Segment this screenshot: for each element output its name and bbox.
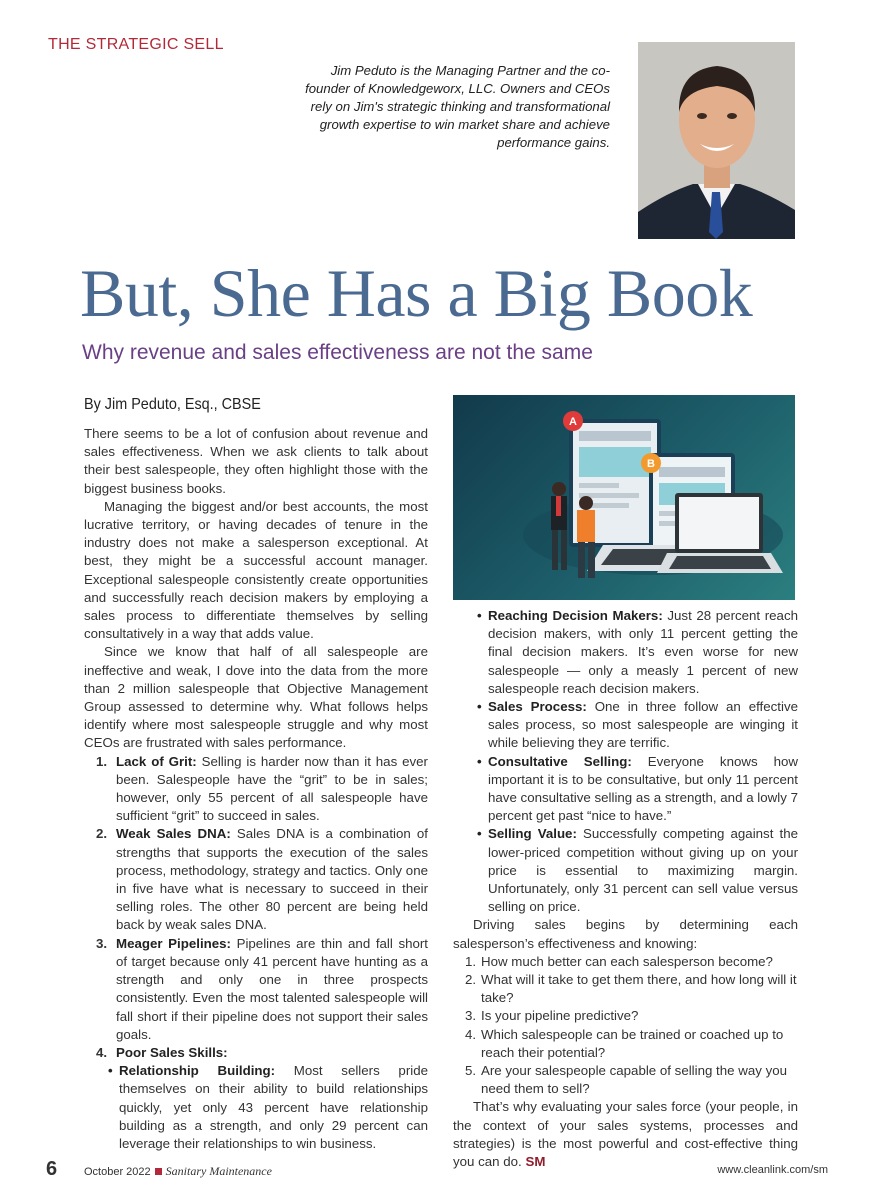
question-item: [453, 971, 798, 1007]
skill-label: Consultative Selling:: [488, 753, 632, 769]
intro-paragraph: Managing the biggest and/or best accounts, the most lucrative territory, or having decades of tenure in the industry does not make a salesperson exceptional. At best, they might be a successful account manager. Exceptional salespeople consistently create opportunities and successfully reach decision makers by employing a sales process to differentiate themselves by selling consultatively in a way that adds value.: [84, 498, 428, 642]
reason-item: [84, 825, 428, 934]
question-text: Which salespeople can be trained or coached up to reach their potential?: [481, 1026, 784, 1060]
skill-text: Just 28 percent reach decision makers, with only 11 percent getting the final decision makers. It’s even worse for new salespeople — only a measly 1 percent of new salespeople reach decision makers.: [488, 608, 798, 696]
skill-item: [453, 698, 798, 753]
question-number: 4.: [465, 1026, 477, 1042]
skills-list-continued: [453, 607, 798, 916]
intro-paragraph: Since we know that half of all salespeople are ineffective and weak, I dove into the data from the more than 2 million salespeople that Objective Management Group assessed to determine why. What follows helps identify where most salespeople struggle and why most CEOs are frustrated with sales performance.: [84, 644, 428, 751]
driving-paragraph: Driving sales begins by determining each salesperson’s effectiveness and knowing:: [453, 917, 798, 951]
article-subtitle: Why revenue and sales effectiveness are not the same: [82, 341, 593, 364]
reason-text: Pipelines are thin and fall short of target because only 41 percent have hunting as a strength and only one in three prospects consistently. Even the most talented salespeople will fall short if their pipeline does not support their sales goals.: [116, 935, 429, 1042]
skill-label: Selling Value:: [488, 826, 577, 842]
reason-text: Sales DNA is a combination of strengths that supports the execution of the sales process, methodology, strategy and tactics. Only one in five have what is necessary to succeed in their selling roles. The other 80 percent are being held back by weak sales DNA.: [116, 826, 428, 933]
question-item: [453, 953, 798, 971]
closing-text: That’s why evaluating your sales force (your people, in the context of your sales systems, processes and strategies) is the most powerful and cost-effective thing you can do.: [453, 1099, 798, 1170]
questions-list: [453, 953, 798, 1099]
reason-item: [84, 935, 428, 1044]
skill-text: Everyone knows how important it is to be consultative, but only 11 percent have consultative selling as a strength, and a lowly 7 percent get past “nice to have.”: [488, 753, 798, 824]
question-item: [453, 1062, 798, 1098]
reason-number: 4.: [96, 1044, 108, 1060]
skill-item: [84, 1062, 428, 1153]
reason-item: [84, 1044, 428, 1153]
footer-date: October 2022: [84, 1166, 151, 1178]
reason-number: 2.: [96, 826, 108, 842]
article-title: But, She Has a Big Book: [80, 255, 753, 331]
skill-label: Reaching Decision Makers:: [488, 608, 663, 623]
reason-label: Weak Sales DNA:: [116, 826, 231, 842]
question-text: What will it take to get them there, and how long will it take?: [481, 972, 797, 1006]
skill-label: Relationship Building:: [119, 1063, 276, 1079]
skill-label: Sales Process:: [488, 699, 587, 715]
skill-text: Most sellers pride themselves on their ability to build relationships quickly, yet only 43 percent have relationship building as a strength, and only 29 percent can leverage their relationships to win business.: [119, 1063, 428, 1151]
skill-item: [453, 607, 798, 698]
author-headshot: [638, 42, 795, 239]
end-mark: SM: [525, 1154, 546, 1170]
author-bio: Jim Peduto is the Managing Partner and the co-founder of Knowledgeworx, LLC. Owners and CEOs rely on Jim's strategic thinking and transformational growth expertise to win market share and achieve performance gains.: [305, 63, 610, 150]
skill-item: [453, 753, 798, 826]
column-left: [84, 425, 428, 1153]
skill-text: Successfully competing against the lower-priced competition without giving up on your price is essential to maximizing margin. Unfortunately, only 31 percent can sell value versus selling on price.: [488, 826, 798, 915]
question-number: 5.: [465, 1063, 477, 1079]
reason-number: 1.: [96, 753, 108, 769]
reason-label: Poor Sales Skills:: [116, 1044, 228, 1060]
footer-issue: [84, 1164, 272, 1179]
question-number: 1.: [465, 953, 477, 969]
reasons-list: [84, 753, 428, 1153]
skill-text: One in three follow an effective sales process, so most salespeople are winging it while believing they are terrific.: [488, 699, 798, 751]
question-number: 2.: [465, 972, 477, 988]
square-icon: [155, 1168, 162, 1175]
reason-item: [84, 753, 428, 826]
skill-item: [453, 825, 798, 916]
badge-a: A: [569, 416, 577, 428]
column-right: [453, 607, 798, 1171]
badge-b: B: [647, 458, 655, 470]
reason-number: 3.: [96, 935, 108, 951]
footer-magazine: Sanitary Maintenance: [165, 1164, 272, 1178]
reason-label: Lack of Grit:: [116, 753, 197, 769]
question-text: How much better can each salesperson become?: [481, 953, 773, 969]
closing-paragraph: [453, 1098, 798, 1171]
section-tag: THE STRATEGIC SELL: [48, 36, 224, 53]
skills-list: [84, 1062, 428, 1153]
question-item: [453, 1026, 798, 1062]
intro-paragraph: There seems to be a lot of confusion about revenue and sales effectiveness. When we ask clients to talk about their best salespeople, they often highlight those with the biggest business books.: [84, 426, 428, 496]
question-item: [453, 1007, 798, 1025]
reason-text: Selling is harder now than it has ever been. Salespeople have the “grit” to be in sales; however, only 55 percent of all salespeople have sufficient “grit” to succeed in sales.: [116, 753, 428, 824]
sales-illustration: [453, 395, 795, 600]
reason-label: Meager Pipelines:: [116, 935, 231, 951]
question-number: 3.: [465, 1008, 477, 1024]
byline: By Jim Peduto, Esq., CBSE: [84, 396, 261, 413]
question-text: Is your pipeline predictive?: [481, 1008, 639, 1024]
footer-url[interactable]: www.cleanlink.com/sm: [717, 1164, 828, 1176]
page-number: 6: [46, 1158, 58, 1180]
question-text: Are your salespeople capable of selling the way you need them to sell?: [481, 1063, 788, 1097]
